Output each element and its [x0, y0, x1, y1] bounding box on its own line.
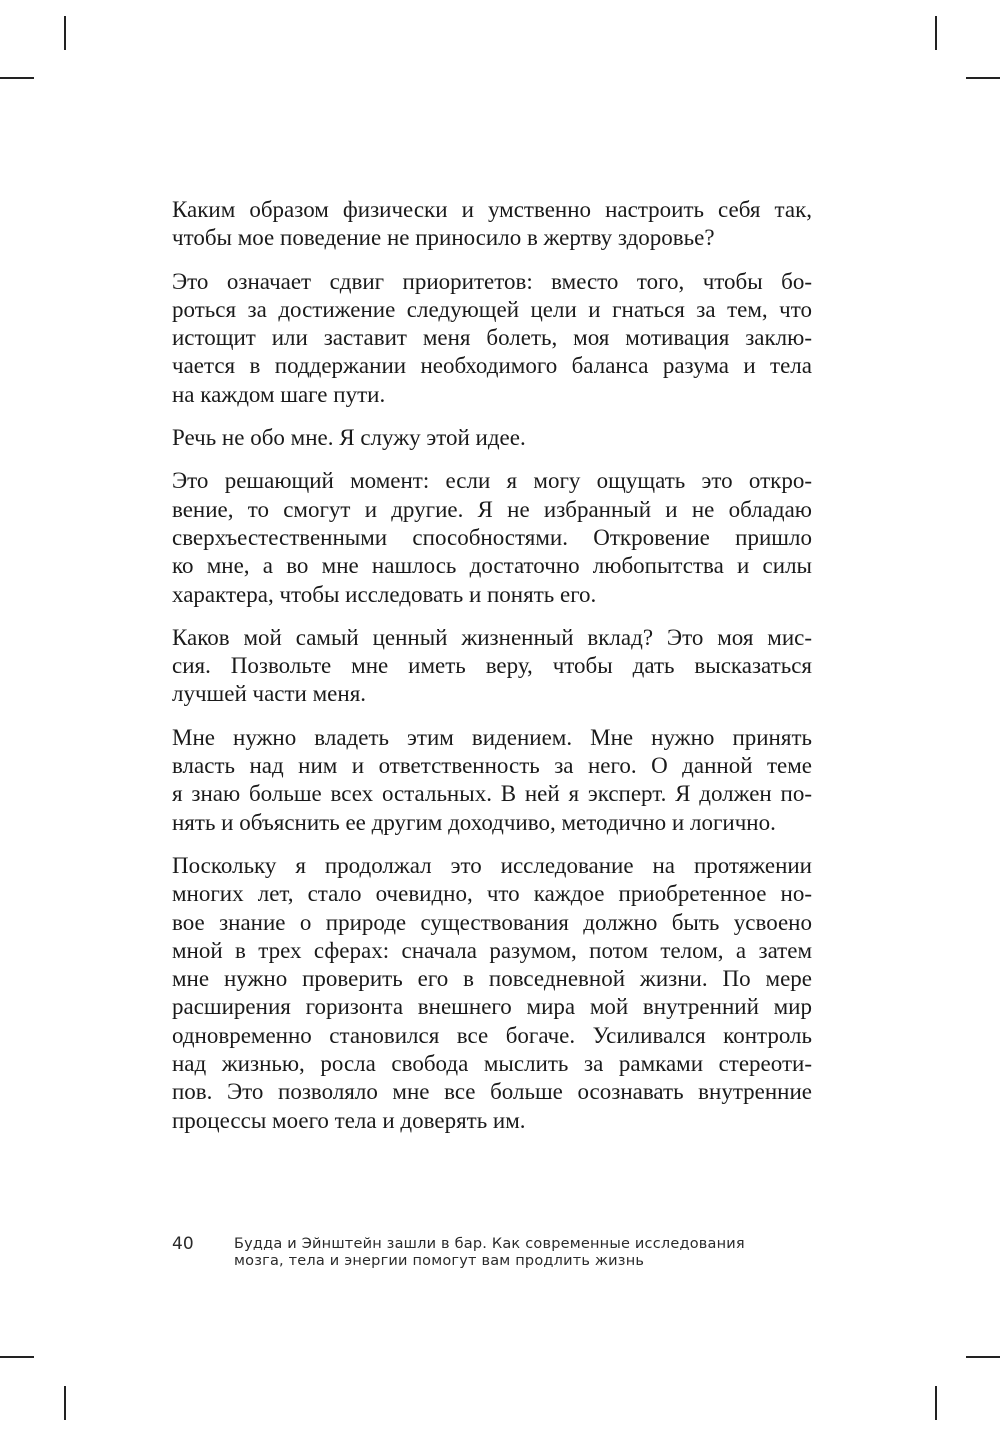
text-line: Речь не обо мне. Я служу этой идее. — [172, 425, 526, 451]
crop-mark-top-left-horizontal — [0, 77, 34, 79]
text-line: лучшей части меня. — [172, 681, 367, 707]
crop-mark-bottom-left-horizontal — [0, 1356, 34, 1358]
crop-mark-bottom-right-vertical — [935, 1386, 937, 1420]
text-line: процессы моего тела и доверять им. — [172, 1107, 526, 1133]
text-line: многих лет, стало очевидно, что каждое приобретенное но- — [172, 881, 812, 907]
text-line: на каждом шаге пути. — [172, 381, 386, 407]
text-line: чтобы мое поведение не приносило в жертву здоровье? — [172, 225, 715, 251]
crop-mark-top-right-vertical — [935, 16, 937, 50]
text-line: Поскольку я продолжал это исследование на протяжении — [172, 852, 812, 878]
text-line: Каков мой самый ценный жизненный вклад? Это моя мис- — [172, 624, 812, 650]
text-line: вое знание о природе существования должно быть усвоено — [172, 909, 812, 935]
text-line: власть над ним и ответственность за него. О данной теме — [172, 753, 812, 779]
paragraph-7 — [172, 852, 812, 1135]
text-line: роться за достижение следующей цели и гнаться за тем, что — [172, 296, 812, 322]
text-line: чается в поддержании необходимого баланса разума и тела — [172, 353, 812, 379]
text-line: Мне нужно владеть этим видением. Мне нужно принять — [172, 724, 812, 750]
paragraph-4 — [172, 467, 812, 608]
crop-mark-top-left-vertical — [64, 16, 66, 50]
text-line: одновременно становился все богаче. Усиливался контроль — [172, 1022, 812, 1048]
paragraph-1 — [172, 196, 812, 253]
text-line: пов. Это позволяло мне все больше осознавать внутренние — [172, 1079, 812, 1105]
text-line: Это решающий момент: если я могу ощущать это откро- — [172, 468, 812, 494]
text-line: мне нужно проверить его в повседневной жизни. По мере — [172, 966, 812, 992]
text-line: сверхъестественными способностями. Откровение пришло — [172, 524, 812, 550]
crop-mark-top-right-horizontal — [966, 77, 1000, 79]
running-title — [234, 1236, 745, 1270]
paragraph-3 — [172, 424, 812, 452]
crop-mark-bottom-right-horizontal — [966, 1356, 1000, 1358]
text-line: расширения горизонта внешнего мира мой внутренний мир — [172, 994, 812, 1020]
text-line: Это означает сдвиг приоритетов: вместо того, чтобы бо- — [172, 268, 812, 294]
crop-mark-bottom-left-vertical — [64, 1386, 66, 1420]
text-line: истощит или заставит меня болеть, моя мотивация заклю- — [172, 325, 812, 351]
text-line: я знаю больше всех остальных. В ней я эксперт. Я должен по- — [172, 781, 812, 807]
running-title-line: Будда и Эйнштейн зашли в бар. Как современные исследования — [234, 1236, 745, 1252]
paragraph-6 — [172, 724, 812, 837]
text-line: мной в трех сферах: сначала разумом, потом телом, а затем — [172, 937, 812, 963]
body-text — [172, 196, 812, 1150]
paragraph-5 — [172, 624, 812, 709]
text-line: нять и объяснить ее другим доходчиво, методично и логично. — [172, 809, 776, 835]
text-line: над жизнью, росла свобода мыслить за рамками стереоти- — [172, 1051, 812, 1077]
text-line: характера, чтобы исследовать и понять его. — [172, 581, 597, 607]
paragraph-2 — [172, 268, 812, 409]
text-line: ко мне, а во мне нашлось достаточно любопытства и силы — [172, 553, 812, 579]
text-line: Каким образом физически и умственно настроить себя так, — [172, 197, 812, 222]
page-number: 40 — [172, 1234, 194, 1254]
running-title-line: мозга, тела и энергии помогут вам продлить жизнь — [234, 1253, 645, 1269]
text-line: вение, то смогут и другие. Я не избранный и не обладаю — [172, 496, 812, 522]
text-line: сия. Позвольте мне иметь веру, чтобы дать высказаться — [172, 653, 812, 679]
